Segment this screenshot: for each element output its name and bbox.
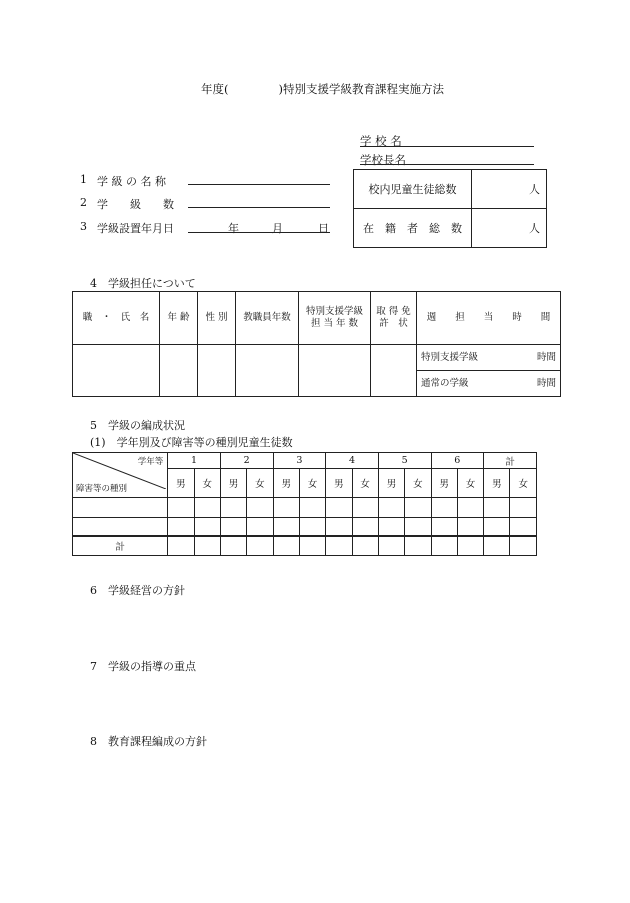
corner-top-label: 学年等 [137,457,164,467]
count-cell [247,498,273,517]
enrolled-total-unit: 人 [529,222,540,235]
total-count-cell [510,536,537,555]
total-count-cell [431,536,457,555]
male-header: 男 [431,469,457,498]
item3-day: 日 [318,222,329,235]
title-prefix: 年度( [201,82,229,96]
count-cell [220,498,246,517]
cell-years [236,345,299,397]
total-count-cell [378,536,404,555]
count-cell [378,517,404,536]
cell-age [160,345,198,397]
table-row [73,517,537,536]
female-header: 女 [510,469,537,498]
count-cell [431,517,457,536]
item3-month: 月 [272,222,283,235]
corner-bottom-label: 障害等の種別 [76,484,128,495]
col-special-years [299,292,371,345]
male-header: 男 [220,469,246,498]
grade-6-header: 6 [431,453,484,469]
student-total-table [353,169,547,248]
item3-num: 3 [80,220,87,233]
count-cell [457,498,483,517]
cell-license [371,345,417,397]
col-license [371,292,417,345]
cell-special-years [299,345,371,397]
female-header: 女 [457,469,483,498]
grade-4-header: 4 [326,453,379,469]
grade-2-header: 2 [220,453,273,469]
grade-5-header: 5 [378,453,431,469]
disability-type-cell [73,498,168,517]
count-cell [299,498,325,517]
count-cell [484,498,510,517]
total-count-cell [457,536,483,555]
total-count-cell [352,536,378,555]
weekly-regular-row [417,371,561,397]
school-name-label: 学 校 名 [360,134,402,148]
count-cell [510,498,537,517]
item3-year: 年 [228,222,239,235]
count-cell [247,517,273,536]
female-header: 女 [247,469,273,498]
item1-label: 学 級 の 名 称 [97,175,166,188]
male-header: 男 [326,469,352,498]
count-cell [168,498,194,517]
grade-3-header: 3 [273,453,326,469]
cell-name [73,345,160,397]
count-cell [457,517,483,536]
grade-1-header: 1 [168,453,221,469]
item2-num: 2 [80,196,87,209]
total-count-cell [326,536,352,555]
total-count-cell [168,536,194,555]
count-cell [352,517,378,536]
weekly-special-unit: 時間 [536,351,556,363]
col-license-l1: 取 得 免 [376,306,411,317]
female-header: 女 [405,469,431,498]
count-cell [273,517,299,536]
col-license-l2: 許 状 [379,318,408,329]
school-total-unit: 人 [529,183,540,196]
section8-heading: 8 教育課程編成の方針 [90,735,207,748]
col-special-years-l1: 特別支援学級 [305,306,363,317]
table-row [73,498,537,517]
total-count-cell [194,536,220,555]
count-cell [194,517,220,536]
total-count-cell [247,536,273,555]
count-cell [326,498,352,517]
total-count-cell [273,536,299,555]
count-cell [352,498,378,517]
weekly-special-label: 特別支援学級 [421,351,479,363]
school-total-label: 校内児童生徒総数 [354,170,472,209]
count-cell [273,498,299,517]
female-header: 女 [352,469,378,498]
count-cell [299,517,325,536]
item2-line [188,207,330,208]
count-cell [484,517,510,536]
col-years: 教職員年数 [236,292,299,345]
student-count-table [72,452,537,556]
total-label: 計 [73,536,168,555]
col-weekly: 週 担 当 時 間 [417,292,561,345]
male-header: 男 [168,469,194,498]
female-header: 女 [299,469,325,498]
school-total-value [472,170,547,209]
section5-subheading: (1) 学年別及び障害等の種別児童生徒数 [90,436,293,449]
teacher-table [72,291,561,397]
section5-heading: 5 学級の編成状況 [90,419,185,432]
female-header: 女 [194,469,220,498]
disability-type-cell [73,517,168,536]
item3-label: 学級設置年月日 [97,222,174,235]
item1-num: 1 [80,173,87,186]
male-header: 男 [484,469,510,498]
enrolled-total-label: 在 籍 者 総 数 [354,209,472,248]
section7-heading: 7 学級の指導の重点 [90,660,196,673]
item2-label: 学 級 数 [97,198,174,211]
male-header: 男 [378,469,404,498]
count-cell [510,517,537,536]
count-cell [326,517,352,536]
weekly-regular-unit: 時間 [536,377,556,389]
item3-line [188,232,330,233]
count-cell [378,498,404,517]
principal-label: 学校長名 [360,153,406,167]
count-cell [220,517,246,536]
total-count-cell [405,536,431,555]
total-row [73,536,537,555]
total-count-cell [484,536,510,555]
count-cell [405,498,431,517]
count-cell [168,517,194,536]
col-special-years-l2: 担 当 年 数 [310,318,359,329]
total-count-cell [299,536,325,555]
school-name-line [360,146,534,147]
enrolled-total-value [472,209,547,248]
section6-heading: 6 学級経営の方針 [90,584,185,597]
count-cell [194,498,220,517]
page-title [201,81,444,97]
weekly-special-row [417,345,561,371]
count-cell [405,517,431,536]
section4-heading: 4 学級担任について [90,277,196,290]
col-age: 年 齢 [160,292,198,345]
cell-sex [198,345,236,397]
item1-line [188,184,330,185]
male-header: 男 [273,469,299,498]
col-name: 職 ・ 氏 名 [73,292,160,345]
count-cell [431,498,457,517]
col-sex: 性 別 [198,292,236,345]
weekly-regular-label: 通常の学級 [421,377,469,389]
diagonal-header-cell [73,453,168,498]
title-suffix: )特別支援学級教育課程実施方法 [278,82,444,96]
total-count-cell [220,536,246,555]
grade-total-header: 計 [484,453,537,469]
principal-line [360,164,534,165]
